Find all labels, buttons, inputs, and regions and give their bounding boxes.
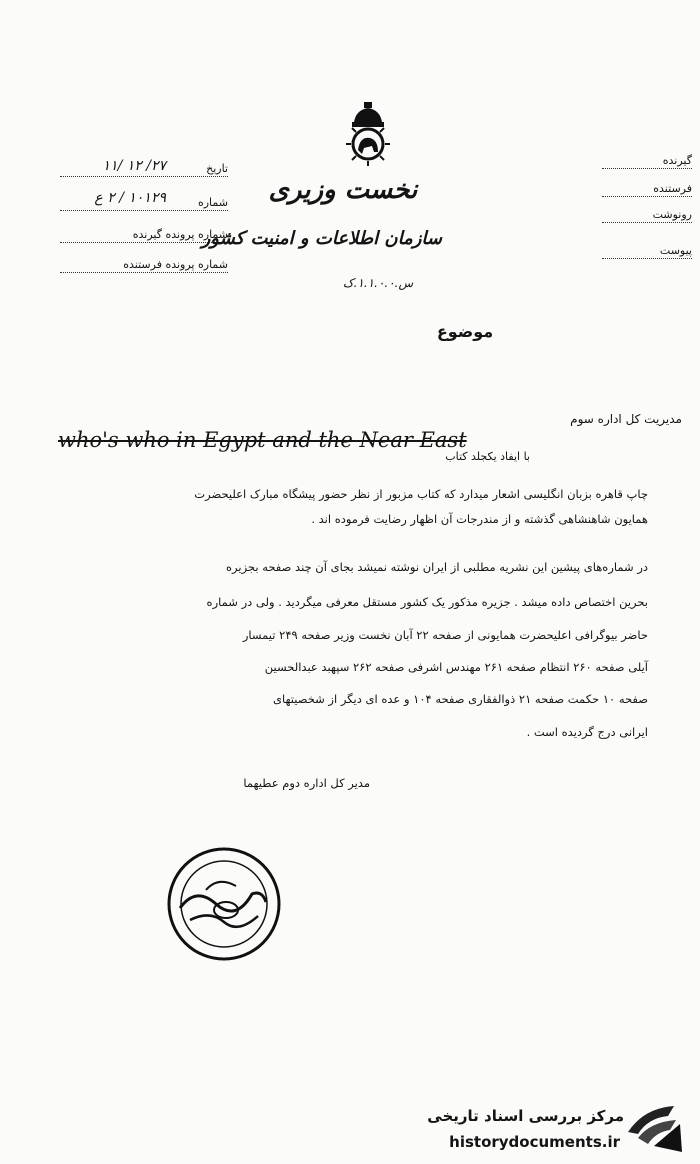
signature-line: مدیر کل اداره دوم عطیهما [243,776,370,790]
recipient-field [612,154,692,167]
sender-label: فرستنده [653,182,692,195]
recipient-file-label: شماره پرونده گیرنده [132,228,228,241]
reference-line: با ایفاد یکجلد کتاب [445,450,530,463]
footer-website: historydocuments.ir [449,1133,620,1151]
addressee: مدیریت کل اداره سوم [570,412,682,426]
number-value: ۱۰۱۲۹ / ۲ ع [94,190,166,206]
attachment-field [612,244,692,257]
official-stamp-icon [166,846,282,962]
sender-field [612,182,692,195]
handwritten-book-title: who's who in Egypt and the Near East [58,428,467,452]
recipient-label: گیرنده [662,154,692,167]
body-line: حاضر بیوگرافی اعلیحضرت همایونی از صفحه ۲۲ آبان نخست وزیر صفحه ۲۴۹ تیمسار [242,628,648,642]
body-line: صفحه ۱۰ حکمت صفحه ۲۱ ذوالفقاری صفحه ۱۰۴ و عده ای دیگر از شخصیتهای [273,692,648,706]
body-line: ایرانی درج گردیده است . [526,725,648,739]
archive-center-logo-icon [624,1102,686,1158]
number-row [94,190,228,209]
date-row [102,158,228,175]
body-line: آیلی صفحه ۲۶۰ انتظام صفحه ۲۶۱ مهندس اشرفی صفحه ۲۶۲ سپهبد عبدالحسین [264,660,648,674]
body-line: بحرین اختصاص داده میشد . جزیره مذکور یک کشور مستقل معرفی میگردید . ولی در شماره [206,595,648,609]
attachment-label: پیوست [659,244,692,257]
number-label: شماره [197,196,228,209]
reference-code: س.۱.۱.۰.۰.ک [342,276,414,290]
date-value: ۲۷/ ۱۲ /۱۱ [102,158,166,174]
sender-file-label: شماره پرونده فرستنده [123,258,228,271]
sender-file-row [118,258,228,271]
copy-label: رونوشت [652,208,692,221]
body-line: در شماره‌های پیشین این نشریه مطلبی از ایران نوشته نمیشد بجای آن چند صفحه بجزیره [226,560,648,574]
body-line: همایون شاهنشاهی گذشته و از مندرجات آن اظهار رضایت فرموده اند . [311,512,648,526]
org-title-prime-ministry: نخست وزیری [268,175,418,205]
org-title-savak: سازمان اطلاعات و امنیت کشور [201,228,442,249]
subject-label: موضوع [436,322,494,341]
date-label: تاریخ [206,162,228,175]
lion-and-sun-emblem-icon [338,100,398,172]
copy-field [612,208,692,221]
body-line: چاپ قاهره بزبان انگلیسی اشعار میدارد که کتاب مزبور از نظر حضور پیشگاه مبارک اعلیحضرت [194,487,648,501]
footer-org-name: مرکز بررسی اسناد تاریخی [427,1107,624,1125]
